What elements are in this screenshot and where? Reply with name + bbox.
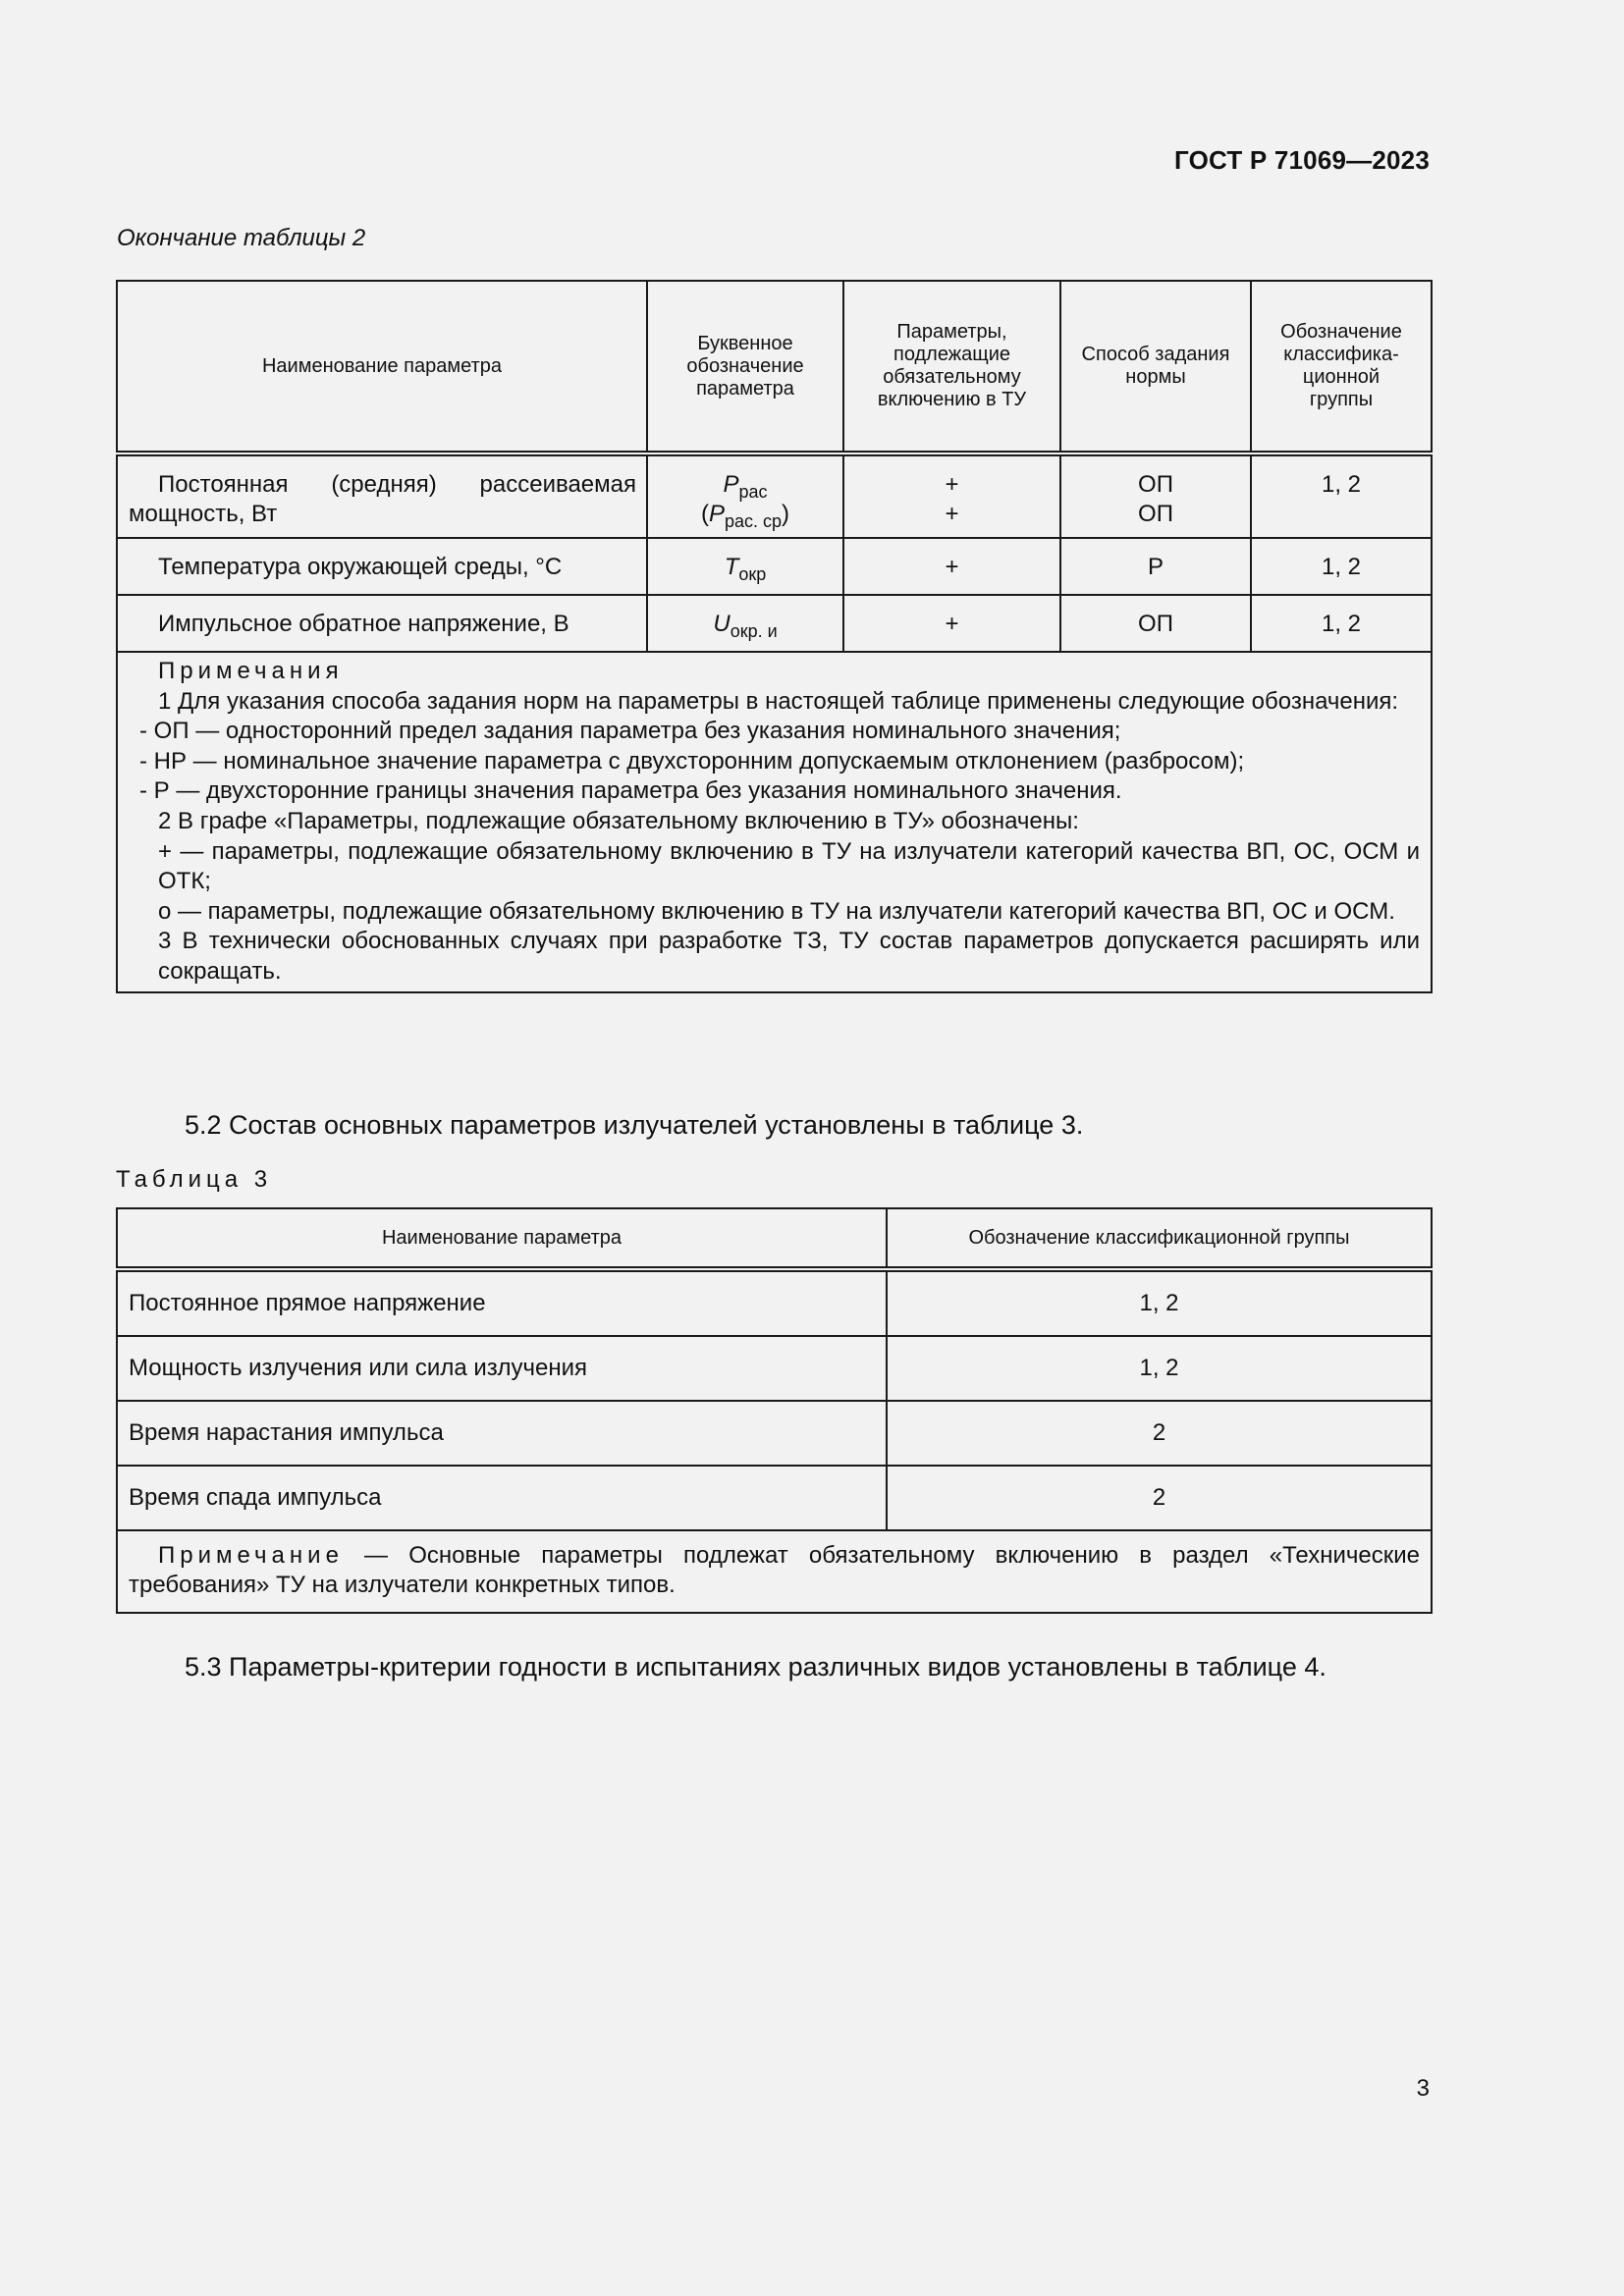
param-name: Время нарастания импульса bbox=[117, 1401, 887, 1466]
param-symbol: $U_{окр. и}$ bbox=[647, 595, 843, 652]
table-row bbox=[117, 454, 1432, 538]
param-inclusion: + bbox=[843, 538, 1060, 595]
param-method: ОП bbox=[1060, 595, 1251, 652]
note-1a: - ОП — односторонний предел задания параметра без указания номинального значения; bbox=[139, 718, 1121, 745]
table2-caption: Окончание таблицы 2 bbox=[117, 225, 366, 251]
table2-notes-row bbox=[117, 652, 1432, 992]
note-3: 3 В технически обоснованных случаях при разработке ТЗ, ТУ состав параметров допускается расширять или сокращать. bbox=[158, 928, 1420, 985]
param-name: Мощность излучения или сила излучения bbox=[117, 1336, 887, 1401]
param-group: 1, 2 bbox=[887, 1336, 1432, 1401]
note-2a: + — параметры, подлежащие обязательному включению в ТУ на излучатели категорий качества ВП, ОС, ОСМ и ОТК; bbox=[158, 837, 1420, 895]
table-row bbox=[117, 1336, 1432, 1401]
note-label: Примечание bbox=[158, 1542, 344, 1569]
table3-col-name: Наименование параметра bbox=[117, 1208, 887, 1269]
param-group: 1, 2 bbox=[1251, 454, 1432, 538]
param-name: Импульсное обратное напряжение, В bbox=[117, 595, 647, 652]
table3-col-group: Обозначение классификационной группы bbox=[887, 1208, 1432, 1269]
notes-title: Примечания bbox=[158, 658, 344, 684]
table-row bbox=[117, 595, 1432, 652]
table2-col-name: Наименование параметра bbox=[117, 281, 647, 454]
param-group: 1, 2 bbox=[887, 1269, 1432, 1336]
note-1c: - Р — двухсторонние границы значения параметра без указания номинального значения. bbox=[139, 777, 1122, 805]
param-group: 2 bbox=[887, 1401, 1432, 1466]
paragraph-5-3: 5.3 Параметры-критерии годности в испытаниях различных видов установлены в таблице 4. bbox=[185, 1652, 1326, 1682]
table2-col-group: Обозначение классифика-ционной группы bbox=[1251, 281, 1432, 454]
param-name: Температура окружающей среды, °С bbox=[117, 538, 647, 595]
table2-notes bbox=[117, 652, 1432, 992]
param-symbol: $T_{окр}$ bbox=[647, 538, 843, 595]
note-2: 2 В графе «Параметры, подлежащие обязательному включению в ТУ» обозначены: bbox=[158, 807, 1079, 834]
param-name: Постоянная (средняя) рассеиваемая мощность, Вт bbox=[117, 454, 647, 538]
param-group: 2 bbox=[887, 1466, 1432, 1530]
param-method: Р bbox=[1060, 538, 1251, 595]
table2-col-symbol: Буквенное обозначение параметра bbox=[647, 281, 843, 454]
table-2 bbox=[116, 280, 1433, 993]
param-name: Постоянное прямое напряжение bbox=[117, 1269, 887, 1336]
table-row bbox=[117, 1269, 1432, 1336]
table2-header-row bbox=[117, 281, 1432, 454]
table-3 bbox=[116, 1207, 1433, 1614]
param-inclusion: + bbox=[843, 595, 1060, 652]
document-code: ГОСТ Р 71069—2023 bbox=[1174, 145, 1430, 175]
param-inclusion: + + bbox=[843, 454, 1060, 538]
note-1b: - НР — номинальное значение параметра с двухсторонним допускаемым отклонением (разбросом); bbox=[139, 747, 1245, 774]
paragraph-5-2: 5.2 Состав основных параметров излучателей установлены в таблице 3. bbox=[185, 1110, 1084, 1140]
table3-note-row bbox=[117, 1530, 1432, 1613]
table3-header-row bbox=[117, 1208, 1432, 1269]
table-row bbox=[117, 1466, 1432, 1530]
note-1: 1 Для указания способа задания норм на параметры в настоящей таблице применены следующие обозначения: bbox=[158, 687, 1399, 715]
table-row bbox=[117, 1401, 1432, 1466]
table3-note bbox=[117, 1530, 1432, 1613]
param-group: 1, 2 bbox=[1251, 595, 1432, 652]
param-method: ОП ОП bbox=[1060, 454, 1251, 538]
table-row bbox=[117, 538, 1432, 595]
param-name: Время спада импульса bbox=[117, 1466, 887, 1530]
table2-col-method: Способ задания нормы bbox=[1060, 281, 1251, 454]
note-2b: о — параметры, подлежащие обязательному включению в ТУ на излучатели категорий качества ВП, ОС и ОСМ. bbox=[158, 897, 1395, 925]
table2-col-inclusion: Параметры, подлежащие обязательному включению в ТУ bbox=[843, 281, 1060, 454]
table3-label: Таблица 3 bbox=[116, 1166, 273, 1193]
param-group: 1, 2 bbox=[1251, 538, 1432, 595]
page-number: 3 bbox=[1416, 2075, 1430, 2102]
note-text: — Основные параметры подлежат обязательному включению в раздел «Технические требования» ТУ на излучатели конкретных типов. bbox=[129, 1542, 1420, 1598]
param-symbol: $P_{рас}$ $(P_{рас. ср})$ bbox=[647, 454, 843, 538]
